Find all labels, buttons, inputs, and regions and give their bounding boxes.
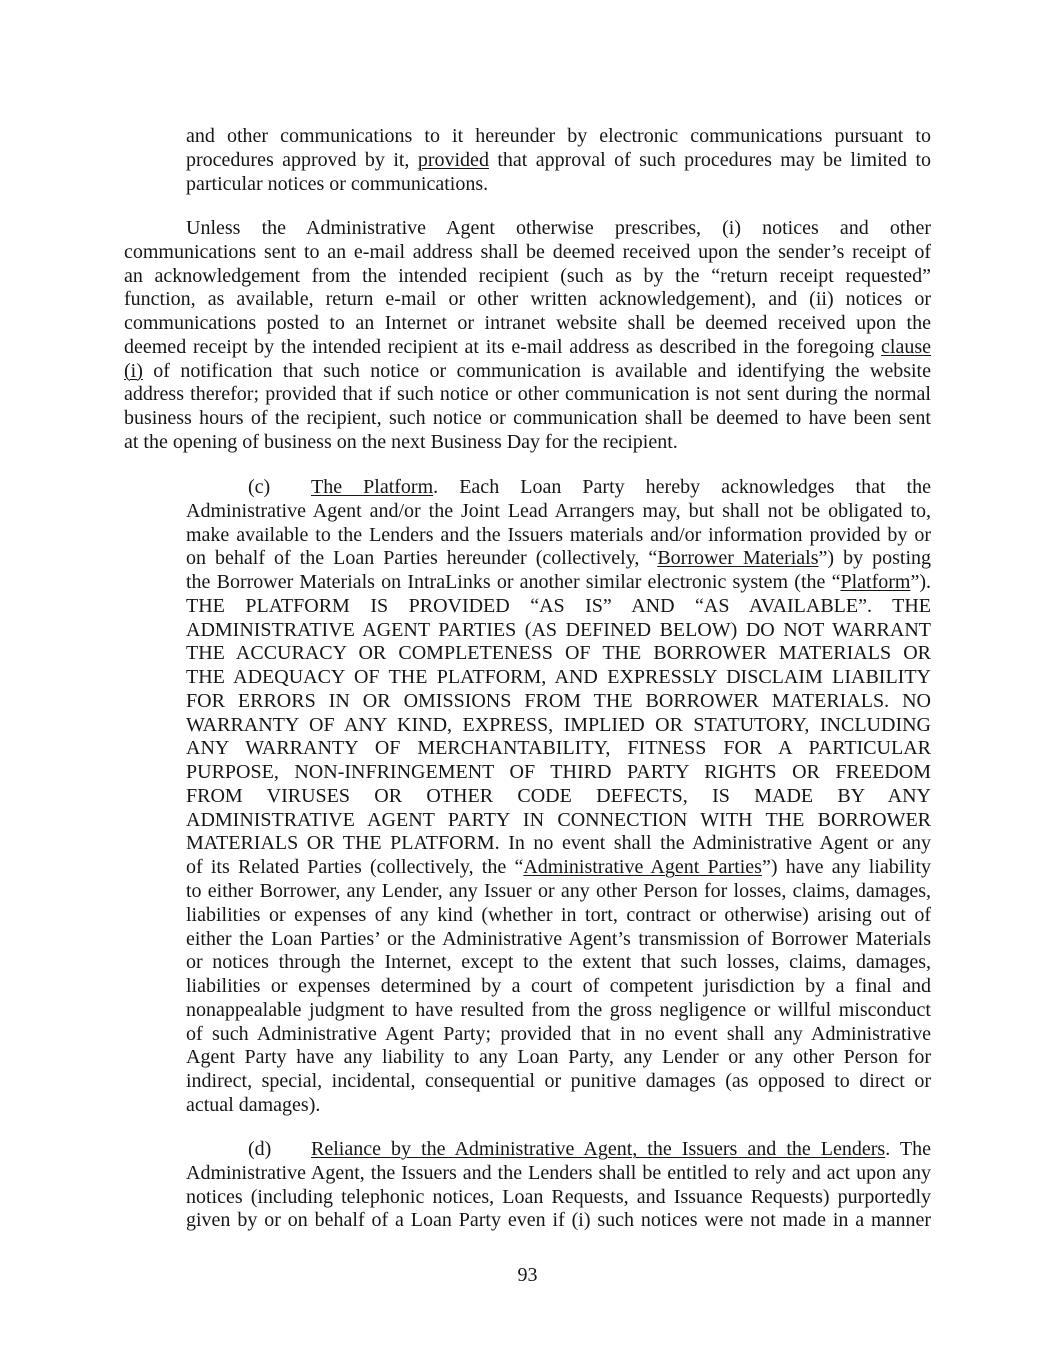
text-line: and other communications to it hereunder by electronic communications pursuant to <box>186 125 931 147</box>
defined-term: Borrower Materials <box>657 547 819 570</box>
text-segment: of its Related Parties (collectively, the “ <box>186 856 524 879</box>
text-segment: ”) have any liability <box>761 856 932 879</box>
text-line: of such Administrative Agent Party; provided that in no event shall any Administrative <box>186 1022 931 1045</box>
text-line: nonappealable judgment to have resulted from the gross negligence or willful misconduct <box>186 998 931 1021</box>
text-line: FROM VIRUSES OR OTHER CODE DEFECTS, IS MADE BY ANY <box>186 784 931 807</box>
section-heading: The Platform <box>311 476 434 498</box>
text-line: Administrative Agent, the Issuers and the Lenders shall be entitled to rely and act upon any <box>186 1161 931 1184</box>
text-line: Administrative Agent and/or the Joint Lead Arrangers may, but shall not be obligated to, <box>186 499 931 522</box>
text-line: Unless the Administrative Agent otherwise prescribes, (i) notices and other <box>186 217 931 239</box>
text-segment: procedures approved by it, <box>186 148 418 171</box>
text-line: make available to the Lenders and the Issuers materials and/or information provided by or <box>186 523 931 546</box>
text-line <box>186 1138 931 1162</box>
text-segment: on behalf of the Loan Parties hereunder (collectively, “ <box>186 547 658 570</box>
text-segment: that approval of such procedures may be limited to <box>488 148 932 171</box>
text-line: indirect, special, incidental, consequential or punitive damages (as opposed to direct or <box>186 1070 931 1093</box>
section-c-platform <box>186 476 931 1118</box>
defined-term: provided <box>417 148 489 171</box>
text-line: function, as available, return e-mail or other written acknowledgement), and (ii) notices or <box>124 288 931 311</box>
text-line: notices (including telephonic notices, Loan Requests, and Issuance Requests) purportedly <box>186 1185 931 1208</box>
text-line: THE ACCURACY OR COMPLETENESS OF THE BORROWER MATERIALS OR <box>186 642 931 665</box>
text-line: liabilities or expenses determined by a court of competent jurisdiction by a final and <box>186 975 931 998</box>
text-line: either the Loan Parties’ or the Administrative Agent’s transmission of Borrower Materials <box>186 927 931 950</box>
text-line: ADMINISTRATIVE AGENT PARTY IN CONNECTION WITH THE BORROWER <box>186 808 931 831</box>
text-line: liabilities or expenses of any kind (whether in tort, contract or otherwise) arising out of <box>186 903 931 926</box>
text-line: address therefor; provided that if such notice or other communication is not sent during the normal <box>124 383 931 406</box>
page-number: 93 <box>517 1264 538 1286</box>
text-line: communications posted to an Internet or intranet website shall be deemed received upon the <box>124 312 931 335</box>
text-segment: deemed receipt by the intended recipient at its e-mail address as described in the foregoing <box>124 335 882 358</box>
text-line: FOR ERRORS IN OR OMISSIONS FROM THE BORROWER MATERIALS. NO <box>186 689 931 712</box>
text-segment: . The <box>885 1138 932 1160</box>
text-line: to either Borrower, any Lender, any Issuer or any other Person for losses, claims, damages, <box>186 880 931 903</box>
section-label: (d) <box>248 1138 272 1160</box>
text-line <box>186 476 931 500</box>
text-segment: ”) by posting <box>818 547 932 570</box>
text-line: THE PLATFORM IS PROVIDED “AS IS” AND “AS AVAILABLE”. THE <box>186 594 931 617</box>
text-line: at the opening of business on the next Business Day for the recipient. <box>124 430 678 453</box>
text-line: or notices through the Internet, except to the extent that such losses, claims, damages, <box>186 951 931 974</box>
text-line: WARRANTY OF ANY KIND, EXPRESS, IMPLIED OR STATUTORY, INCLUDING <box>186 713 931 736</box>
text-line <box>124 336 931 360</box>
defined-term: Platform <box>840 571 911 594</box>
text-line <box>186 547 931 571</box>
notice-paragraph <box>124 217 931 455</box>
text-line: an acknowledgement from the intended recipient (such as by the “return receipt requested” <box>124 264 931 287</box>
intro-paragraph <box>186 125 931 196</box>
clause-reference: clause <box>881 335 931 358</box>
section-heading: Reliance by the Administrative Agent, the Issuers and the Lenders <box>311 1138 886 1160</box>
defined-term: Administrative Agent Parties <box>523 856 762 879</box>
text-segment: ”). <box>910 571 931 594</box>
text-line <box>186 571 931 595</box>
text-line: THE ADEQUACY OF THE PLATFORM, AND EXPRESSLY DISCLAIM LIABILITY <box>186 666 931 689</box>
text-line: communications sent to an e-mail address shall be deemed received upon the sender’s receipt of <box>124 240 931 263</box>
text-line: ADMINISTRATIVE AGENT PARTIES (AS DEFINED BELOW) DO NOT WARRANT <box>186 618 931 641</box>
text-line: Agent Party have any liability to any Loan Party, any Lender or any other Person for <box>186 1046 931 1069</box>
text-segment: of notification that such notice or communication is available and identifying the website <box>142 359 931 382</box>
text-line: particular notices or communications. <box>186 172 489 195</box>
clause-reference: (i) <box>124 359 143 382</box>
text-segment: . Each Loan Party hereby acknowledges that the <box>433 476 931 498</box>
text-line: actual damages). <box>186 1093 321 1116</box>
text-line <box>186 856 931 880</box>
section-d-reliance <box>186 1138 931 1233</box>
text-line: MATERIALS OR THE PLATFORM. In no event shall the Administrative Agent or any <box>186 832 931 855</box>
text-segment: the Borrower Materials on IntraLinks or another similar electronic system (the “ <box>186 571 841 594</box>
text-line <box>124 360 931 384</box>
text-line <box>186 149 931 173</box>
text-line: business hours of the recipient, such notice or communication shall be deemed to have been sent <box>124 407 931 430</box>
section-label: (c) <box>248 476 271 498</box>
text-line: given by or on behalf of a Loan Party even if (i) such notices were not made in a manner <box>186 1209 931 1232</box>
text-line: ANY WARRANTY OF MERCHANTABILITY, FITNESS FOR A PARTICULAR <box>186 737 931 760</box>
text-line: PURPOSE, NON-INFRINGEMENT OF THIRD PARTY RIGHTS OR FREEDOM <box>186 761 931 784</box>
